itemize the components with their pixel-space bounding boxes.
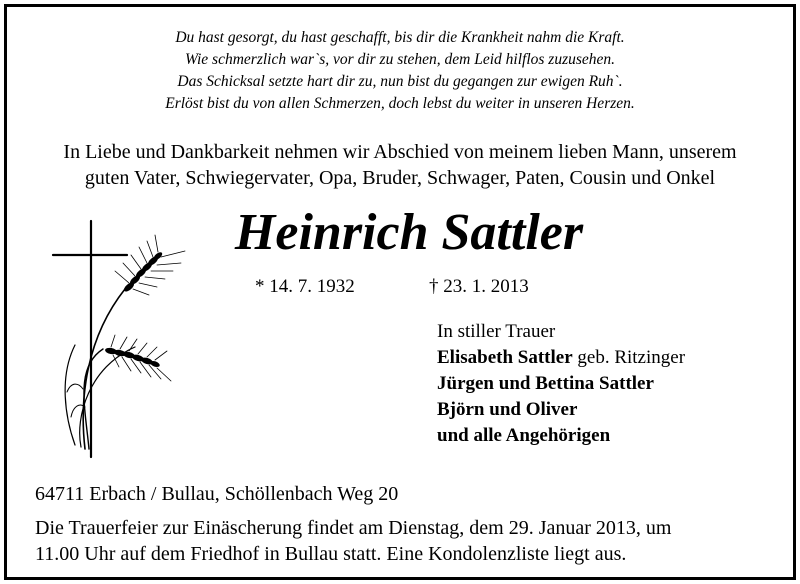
cross-with-wheat-icon <box>45 217 205 462</box>
death-date: † 23. 1. 2013 <box>429 276 529 297</box>
family-address: 64711 Erbach / Bullau, Schöllenbach Weg 20 <box>35 483 399 505</box>
intro-line: In Liebe und Dankbarkeit nehmen wir Abschied von meinem lieben Mann, unserem <box>63 141 737 163</box>
mourner-name: Elisabeth Sattler <box>437 347 573 368</box>
poem-line: Erlöst bist du von allen Schmerzen, doch lebst du weiter in unseren Herzen. <box>165 95 635 112</box>
obituary-notice <box>4 4 796 580</box>
mourner-maiden-name: geb. Ritzinger <box>572 347 686 368</box>
poem-line: Du hast gesorgt, du hast geschafft, bis dir die Krankheit nahm die Kraft. <box>175 29 625 46</box>
mourners-list <box>437 319 685 449</box>
mourner-line <box>437 345 685 371</box>
memorial-poem <box>7 27 793 115</box>
farewell-intro <box>7 139 793 191</box>
intro-line: guten Vater, Schwiegervater, Opa, Bruder, Schwager, Paten, Cousin und Onkel <box>84 167 716 189</box>
deceased-name: Heinrich Sattler <box>234 204 584 261</box>
mourner-line: Jürgen und Bettina Sattler <box>437 373 654 394</box>
birth-date: * 14. 7. 1932 <box>255 276 355 297</box>
mourner-line: Björn und Oliver <box>437 399 578 420</box>
notice-line: Die Trauerfeier zur Einäscherung findet am Dienstag, dem 29. Januar 2013, um <box>35 517 672 539</box>
funeral-notice <box>35 515 671 567</box>
poem-line: Wie schmerzlich war`s, vor dir zu stehen, dem Leid hilflos zuzusehen. <box>184 51 616 68</box>
mourners-heading: In stiller Trauer <box>437 321 556 342</box>
notice-line: 11.00 Uhr auf dem Friedhof in Bullau statt. Eine Kondolenzliste liegt aus. <box>35 543 627 565</box>
poem-line: Das Schicksal setzte hart dir zu, nun bist du gegangen zur ewigen Ruh`. <box>177 73 623 90</box>
mourner-line: und alle Angehörigen <box>437 425 611 446</box>
